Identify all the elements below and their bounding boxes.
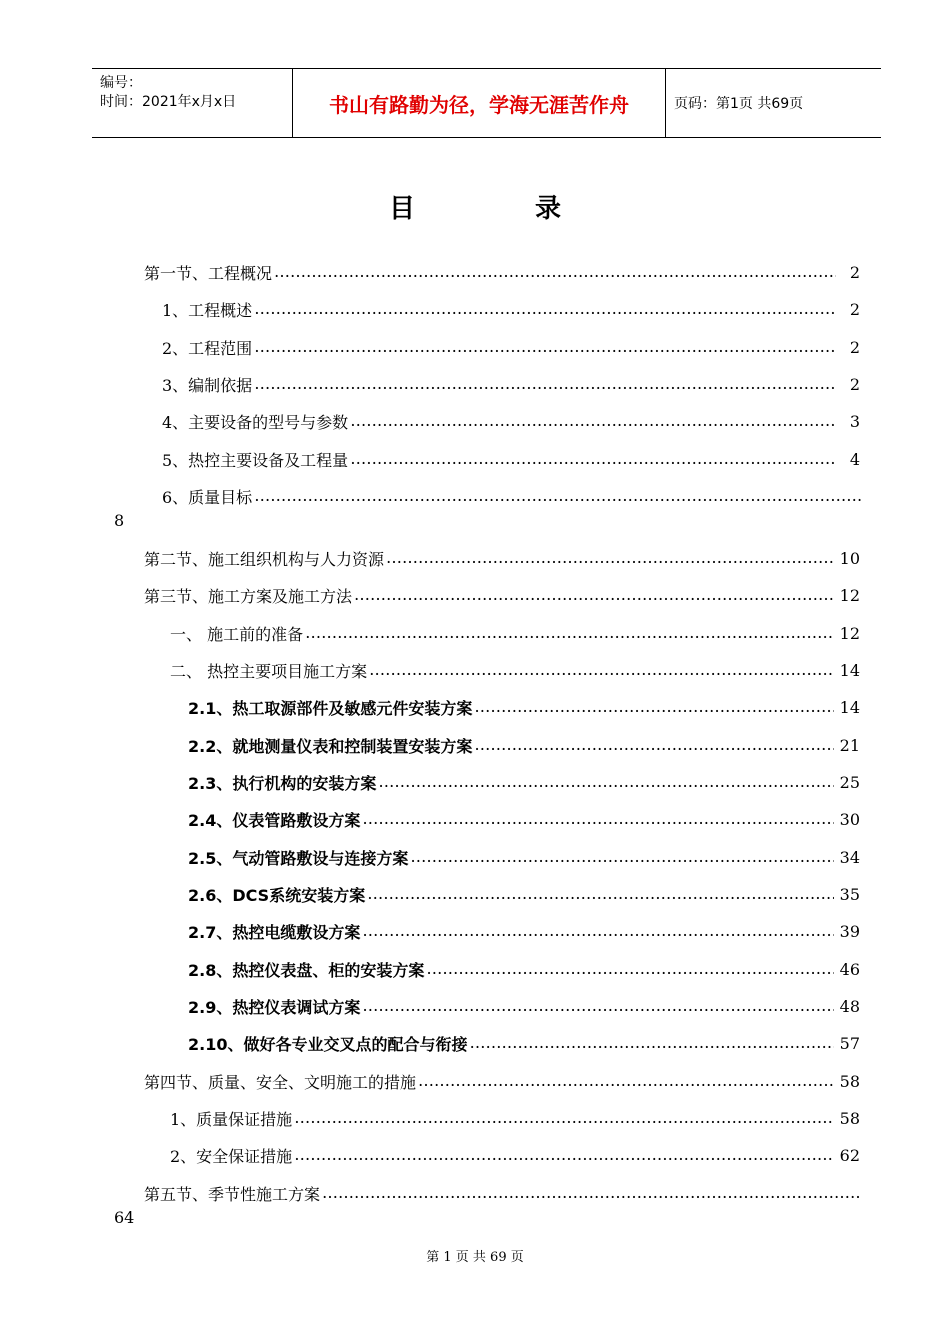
toc-entry-label: 第四节、质量、安全、文明施工的措施: [144, 1072, 417, 1092]
toc-entry-label: 3、编制依据: [162, 375, 253, 395]
header-page-label: 页码：第1页 共69页: [674, 96, 804, 112]
toc-leader-dots: [254, 372, 836, 396]
toc-leader-dots: [410, 845, 833, 869]
toc-entry-label: 1、质量保证措施: [170, 1109, 293, 1129]
toc-entry-page: 39: [839, 921, 860, 941]
toc-entry[interactable]: [170, 658, 860, 682]
toc-entry-page: 2: [849, 374, 860, 394]
toc-leader-dots: [474, 695, 833, 719]
toc-entry[interactable]: [162, 447, 860, 471]
toc-entry[interactable]: [144, 1069, 860, 1093]
toc-entry-page: 46: [839, 959, 860, 979]
toc-entry-page: 58: [839, 1108, 860, 1128]
toc-entry-page: 25: [839, 772, 860, 792]
toc-entry-label: 2、工程范围: [162, 338, 253, 358]
toc-entry-label: 第三节、施工方案及施工方法: [144, 586, 353, 606]
toc-leader-dots: [354, 583, 834, 607]
toc-entry[interactable]: [162, 297, 860, 321]
toc-entry-page: 30: [839, 809, 860, 829]
toc-entry[interactable]: [162, 484, 862, 508]
toc-entry[interactable]: [188, 994, 860, 1018]
page-footer: 第 1 页 共 69 页: [426, 1250, 524, 1265]
toc-leader-dots: [474, 733, 833, 757]
toc-entry[interactable]: [188, 1031, 860, 1055]
toc-entry[interactable]: [188, 770, 860, 794]
toc-entry[interactable]: [144, 260, 860, 284]
toc-leader-dots: [294, 1143, 833, 1167]
toc-leader-dots: [378, 770, 833, 794]
toc-leader-dots: [367, 882, 833, 906]
toc-leader-dots: [254, 335, 836, 359]
toc-entry-label: 2.3、执行机构的安装方案: [188, 773, 377, 793]
toc-entry-label: 一、 施工前的准备: [170, 624, 304, 644]
toc-entry-page: 2: [849, 337, 860, 357]
toc-entry-label: 4、主要设备的型号与参数: [162, 412, 349, 432]
toc-entry-label: 2.1、热工取源部件及敏感元件安装方案: [188, 698, 473, 718]
toc-entry[interactable]: [162, 335, 860, 359]
toc-entry-page: 62: [839, 1145, 860, 1165]
toc-entry-page: 48: [839, 996, 860, 1016]
toc-leader-dots: [362, 919, 833, 943]
toc-leader-dots: [322, 1181, 862, 1205]
toc-entry-label: 1、工程概述: [162, 300, 253, 320]
toc-entry[interactable]: [188, 695, 860, 719]
toc-entry-label: 2.10、做好各专业交叉点的配合与衔接: [188, 1034, 468, 1054]
header-time-label: 时间：2021年x月x日: [100, 94, 237, 110]
toc-entry[interactable]: [170, 1106, 860, 1130]
toc-entry-label: 6、质量目标: [162, 487, 253, 507]
toc-entry-label: 第五节、季节性施工方案: [144, 1184, 321, 1204]
toc-entry-page: 64: [114, 1208, 135, 1227]
toc-leader-dots: [254, 484, 862, 508]
toc-entry[interactable]: [144, 583, 860, 607]
toc-entry-page: 58: [839, 1071, 860, 1091]
toc-leader-dots: [274, 260, 836, 284]
toc-entry[interactable]: [162, 372, 860, 396]
toc-leader-dots: [305, 621, 834, 645]
toc-entry-page: 2: [849, 299, 860, 319]
toc-entry-page: 12: [839, 623, 860, 643]
toc-entry-page: 4: [849, 449, 860, 469]
toc-entry-page: 3: [849, 411, 860, 431]
toc-entry-page: 14: [839, 660, 860, 680]
toc-leader-dots: [362, 994, 833, 1018]
toc-leader-dots: [418, 1069, 834, 1093]
toc-entry[interactable]: [170, 1143, 860, 1167]
toc-entry-page: 34: [839, 847, 860, 867]
header-code-label: 编号：: [100, 75, 142, 91]
toc-leader-dots: [350, 447, 836, 471]
toc-entry[interactable]: [162, 409, 860, 433]
toc-entry-label: 第二节、施工组织机构与人力资源: [144, 549, 385, 569]
toc-entry-label: 2.4、仪表管路敷设方案: [188, 810, 361, 830]
toc-leader-dots: [362, 807, 833, 831]
toc-entry-label: 2.9、热控仪表调试方案: [188, 997, 361, 1017]
toc-leader-dots: [254, 297, 836, 321]
toc-entry[interactable]: [188, 733, 860, 757]
toc-entry-label: 第一节、工程概况: [144, 263, 273, 283]
toc-entry-label: 2.8、热控仪表盘、柜的安装方案: [188, 960, 425, 980]
toc-entry-page: 2: [849, 262, 860, 282]
toc-entry[interactable]: [188, 882, 860, 906]
toc-entry-label: 2.6、DCS系统安装方案: [188, 885, 366, 905]
toc-entry-page: 14: [839, 697, 860, 717]
toc-entry-label: 2.5、气动管路敷设与连接方案: [188, 848, 409, 868]
toc-entry-label: 2、安全保证措施: [170, 1146, 293, 1166]
toc-entry-page: 21: [839, 735, 860, 755]
toc-leader-dots: [294, 1106, 833, 1130]
toc-leader-dots: [350, 409, 836, 433]
toc-leader-dots: [426, 957, 833, 981]
toc-entry[interactable]: [188, 919, 860, 943]
toc-entry-page: 10: [839, 548, 860, 568]
toc-entry-label: 5、热控主要设备及工程量: [162, 450, 349, 470]
toc-leader-dots: [469, 1031, 833, 1055]
toc-entry-page: 35: [839, 884, 860, 904]
toc-entry-label: 二、 热控主要项目施工方案: [170, 661, 368, 681]
toc-entry-label: 2.7、热控电缆敷设方案: [188, 922, 361, 942]
toc-entry[interactable]: [188, 957, 860, 981]
toc-entry[interactable]: [144, 1181, 862, 1205]
toc-leader-dots: [386, 546, 834, 570]
toc-entry[interactable]: [170, 621, 860, 645]
toc-entry-page: 12: [839, 585, 860, 605]
toc-entry[interactable]: [144, 546, 860, 570]
toc-entry[interactable]: [188, 807, 860, 831]
toc-entry-label: 2.2、就地测量仪表和控制装置安装方案: [188, 736, 473, 756]
toc-entry-page: 8: [114, 511, 125, 530]
toc-entry[interactable]: [188, 845, 860, 869]
toc-entry-page: 57: [839, 1033, 860, 1053]
header-motto: 书山有路勤为径，学海无涯苦作舟: [293, 69, 666, 137]
toc-title: 目录: [388, 194, 681, 224]
toc-leader-dots: [369, 658, 834, 682]
